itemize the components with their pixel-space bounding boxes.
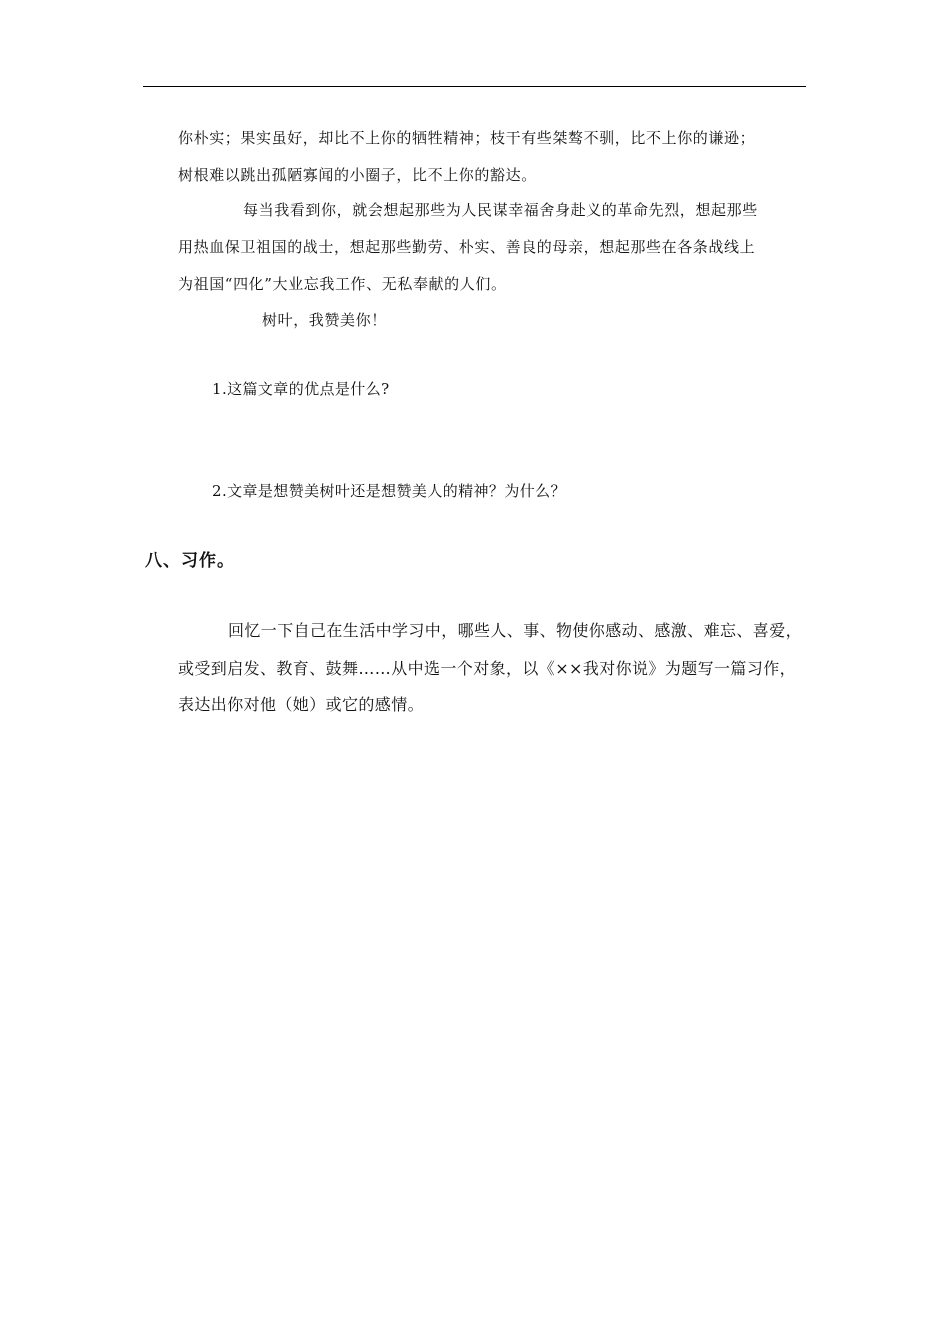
task-line: 或受到启发、教育、鼓舞……从中选一个对象，以《××我对你说》为题写一篇习作， <box>178 659 797 678</box>
passage-line: 树根难以跳出孤陋寡闻的小圈子，比不上你的豁达。 <box>178 166 537 184</box>
task-line: 回忆一下自己在生活中学习中，哪些人、事、物使你感动、感激、难忘、喜爱， <box>228 621 803 640</box>
passage-line: 每当我看到你，就会想起那些为人民谋幸福舍身赴义的革命先烈，想起那些 <box>243 201 758 219</box>
question-1: 1.这篇文章的优点是什么? <box>212 380 390 398</box>
header-rule <box>143 86 806 87</box>
task-line: 表达出你对他（她）或它的感情。 <box>178 695 425 714</box>
question-2: 2.文章是想赞美树叶还是想赞美人的精神？为什么？ <box>212 482 566 500</box>
passage-line: 你朴实；果实虽好，却比不上你的牺牲精神；枝干有些桀骜不驯，比不上你的谦逊； <box>178 129 756 147</box>
passage-closing-line: 树叶，我赞美你！ <box>262 311 387 329</box>
section-title: 八、习作。 <box>145 551 235 571</box>
passage-line: 为祖国“四化”大业忘我工作、无私奉献的人们。 <box>178 275 507 293</box>
passage-line: 用热血保卫祖国的战士，想起那些勤劳、朴实、善良的母亲，想起那些在各条战线上 <box>178 238 756 256</box>
